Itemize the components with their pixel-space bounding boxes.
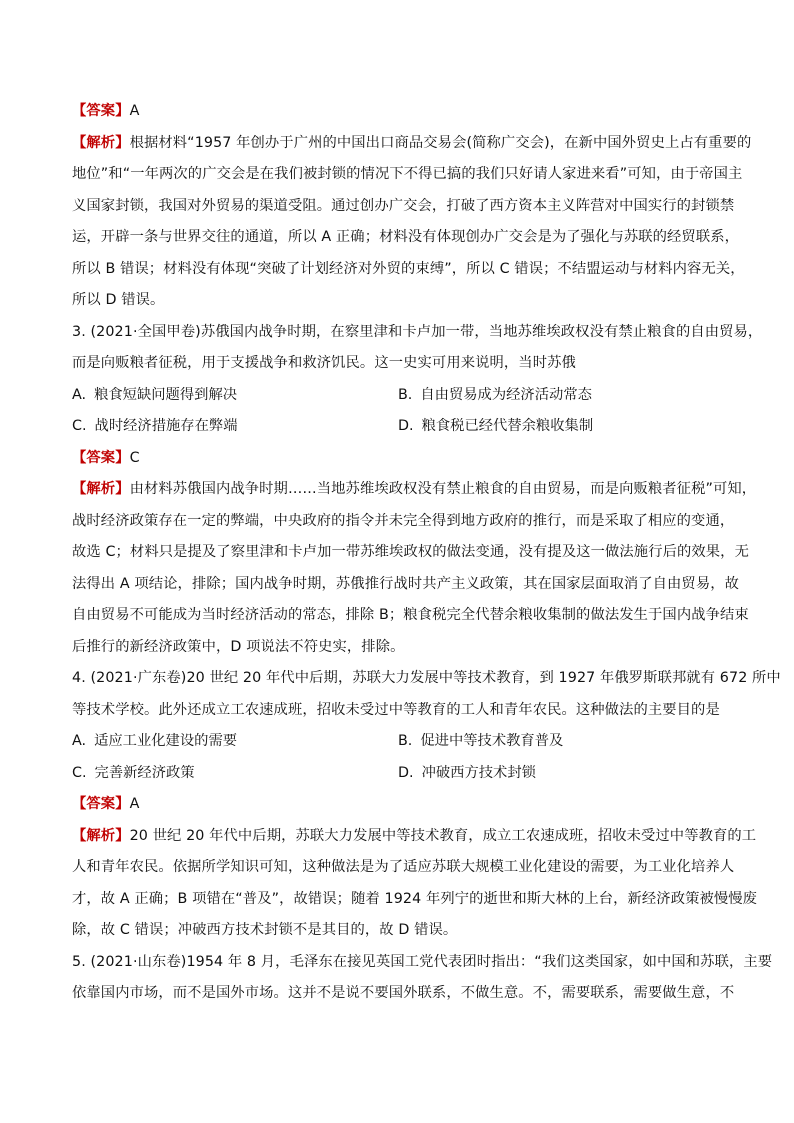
q3-analysis-line: 战时经济政策存在一定的弊端，中央政府的指令并未完全得到地方政府的推行，而是采取了相应的变通， [72, 512, 735, 529]
q4-option-d: D. 冲破西方技术封锁 [398, 764, 536, 781]
q4-stem-line: 4. (2021·广东卷)20 世纪 20 年代中后期，苏联大力发展中等技术教育，到 1927 年俄罗斯联邦就有 672 所中 [72, 670, 781, 686]
q3-analysis [72, 474, 757, 663]
q3-answer-line [72, 443, 724, 475]
q3-analysis-line: 故选 C；材料只是提及了察里津和卡卢加一带苏维埃政权的做法变通，没有提及这一做法施行后的效果，无 [72, 544, 749, 560]
q3-answer: C [129, 449, 140, 466]
q5-stem-line: 5. (2021·山东卷)1954 年 8 月，毛泽东在接见英国工党代表团时指出：“我们这类国家，如中国和苏联，主要 [72, 953, 773, 970]
q4-analysis-line: 才，故 A 正确；B 项错在“普及”，故错误；随着 1924 年列宁的逝世和斯大林的上台，新经济政策被慢慢废 [72, 890, 758, 907]
answer-tag: 【答案】 [72, 449, 130, 466]
q2-analysis-line: 地位”和“一年两次的广交会是在我们被封锁的情况下不得已搞的我们只好请人家进来看”可知，由于帝国主 [72, 166, 743, 182]
q2-analysis-line: 根据材料“1957 年创办于广州的中国出口商品交易会(简称广交会)，在新中国外贸史上占有重要的 [129, 134, 752, 151]
q3-option-a: A. 粮食短缺问题得到解决 [72, 386, 238, 403]
analysis-tag: 【解析】 [72, 134, 130, 151]
q5-stem-line: 依靠国内市场，而不是国外市场。这并不是说不要国外联系，不做生意。不，需要联系，需要做生意，不 [72, 985, 735, 1001]
q4-analysis-line: 除，故 C 错误；冲破西方技术封锁不是其目的，故 D 错误。 [72, 922, 458, 938]
q3-stem [72, 317, 763, 380]
q4-answer: A [129, 796, 140, 812]
q3-analysis-line: 自由贸易不可能成为当时经济活动的常态，排除 B；粮食税完全代替余粮收集制的做法发生于国内战争结束 [72, 607, 749, 623]
q2-analysis [72, 128, 752, 317]
q4-stem-line: 等技术学校。此外还成立工农速成班，招收未受过中等教育的工人和青年农民。这种做法的主要目的是 [72, 701, 720, 718]
q2-analysis-line: 运，开辟一条与世界交往的通道，所以 A 正确；材料没有体现创办广交会是为了强化与苏联的经贸联系， [72, 229, 740, 245]
q3-option-b: B. 自由贸易成为经济活动常态 [398, 386, 592, 403]
q3-analysis-line: 由材料苏俄国内战争时期……当地苏维埃政权没有禁止粮食的自由贸易，而是向贩粮者征税”可知， [129, 481, 757, 497]
q3-stem-line: 3. (2021·全国甲卷)苏俄国内战争时期，在察里津和卡卢加一带，当地苏维埃政权没有禁止粮食的自由贸易， [72, 323, 763, 340]
q4-analysis [72, 821, 758, 947]
q5-stem [72, 947, 773, 1010]
q4-options [72, 726, 724, 789]
q4-option-c: C. 完善新经济政策 [72, 764, 195, 781]
q4-option-a: A. 适应工业化建设的需要 [72, 733, 238, 749]
q4-analysis-line: 人和青年农民。依据所学知识可知，这种做法是为了适应苏联大规模工业化建设的需要，为工业化培养人 [72, 859, 735, 875]
q4-stem [72, 663, 781, 726]
q4-answer-line [72, 789, 724, 821]
answer-tag: 【答案】 [72, 103, 130, 119]
q4-analysis-line: 20 世纪 20 年代中后期，苏联大力发展中等技术教育，成立工农速成班，招收未受过中等教育的工 [129, 827, 757, 844]
q3-analysis-line: 后推行的新经济政策中，D 项说法不符史实，排除。 [72, 638, 405, 655]
q2-analysis-line: 所以 B 错误；材料没有体现“突破了计划经济对外贸的束缚”，所以 C 错误；不结盟运动与材料内容无关， [72, 260, 745, 277]
q3-analysis-line: 法得出 A 项结论，排除；国内战争时期，苏俄推行战时共产主义政策，其在国家层面取消了自由贸易，故 [72, 575, 740, 592]
q2-answer: A [129, 103, 140, 119]
analysis-tag: 【解析】 [72, 827, 130, 844]
q2-analysis-line: 所以 D 错误。 [72, 292, 165, 308]
analysis-tag: 【解析】 [72, 481, 130, 497]
q2-answer-line [72, 96, 724, 128]
document-page [72, 96, 781, 1010]
q2-analysis-line: 义国家封锁，我国对外贸易的渠道受阻。通过创办广交会，打破了西方资本主义阵营对中国实行的封锁禁 [72, 197, 735, 214]
q3-option-c: C. 战时经济措施存在弊端 [72, 418, 238, 434]
q4-option-b: B. 促进中等技术教育普及 [398, 733, 564, 749]
q3-options [72, 380, 724, 443]
answer-tag: 【答案】 [72, 796, 130, 812]
q3-stem-line: 而是向贩粮者征税，用于支援战争和救济饥民。这一史实可用来说明，当时苏俄 [72, 355, 576, 371]
q3-option-d: D. 粮食税已经代替余粮收集制 [398, 418, 594, 434]
